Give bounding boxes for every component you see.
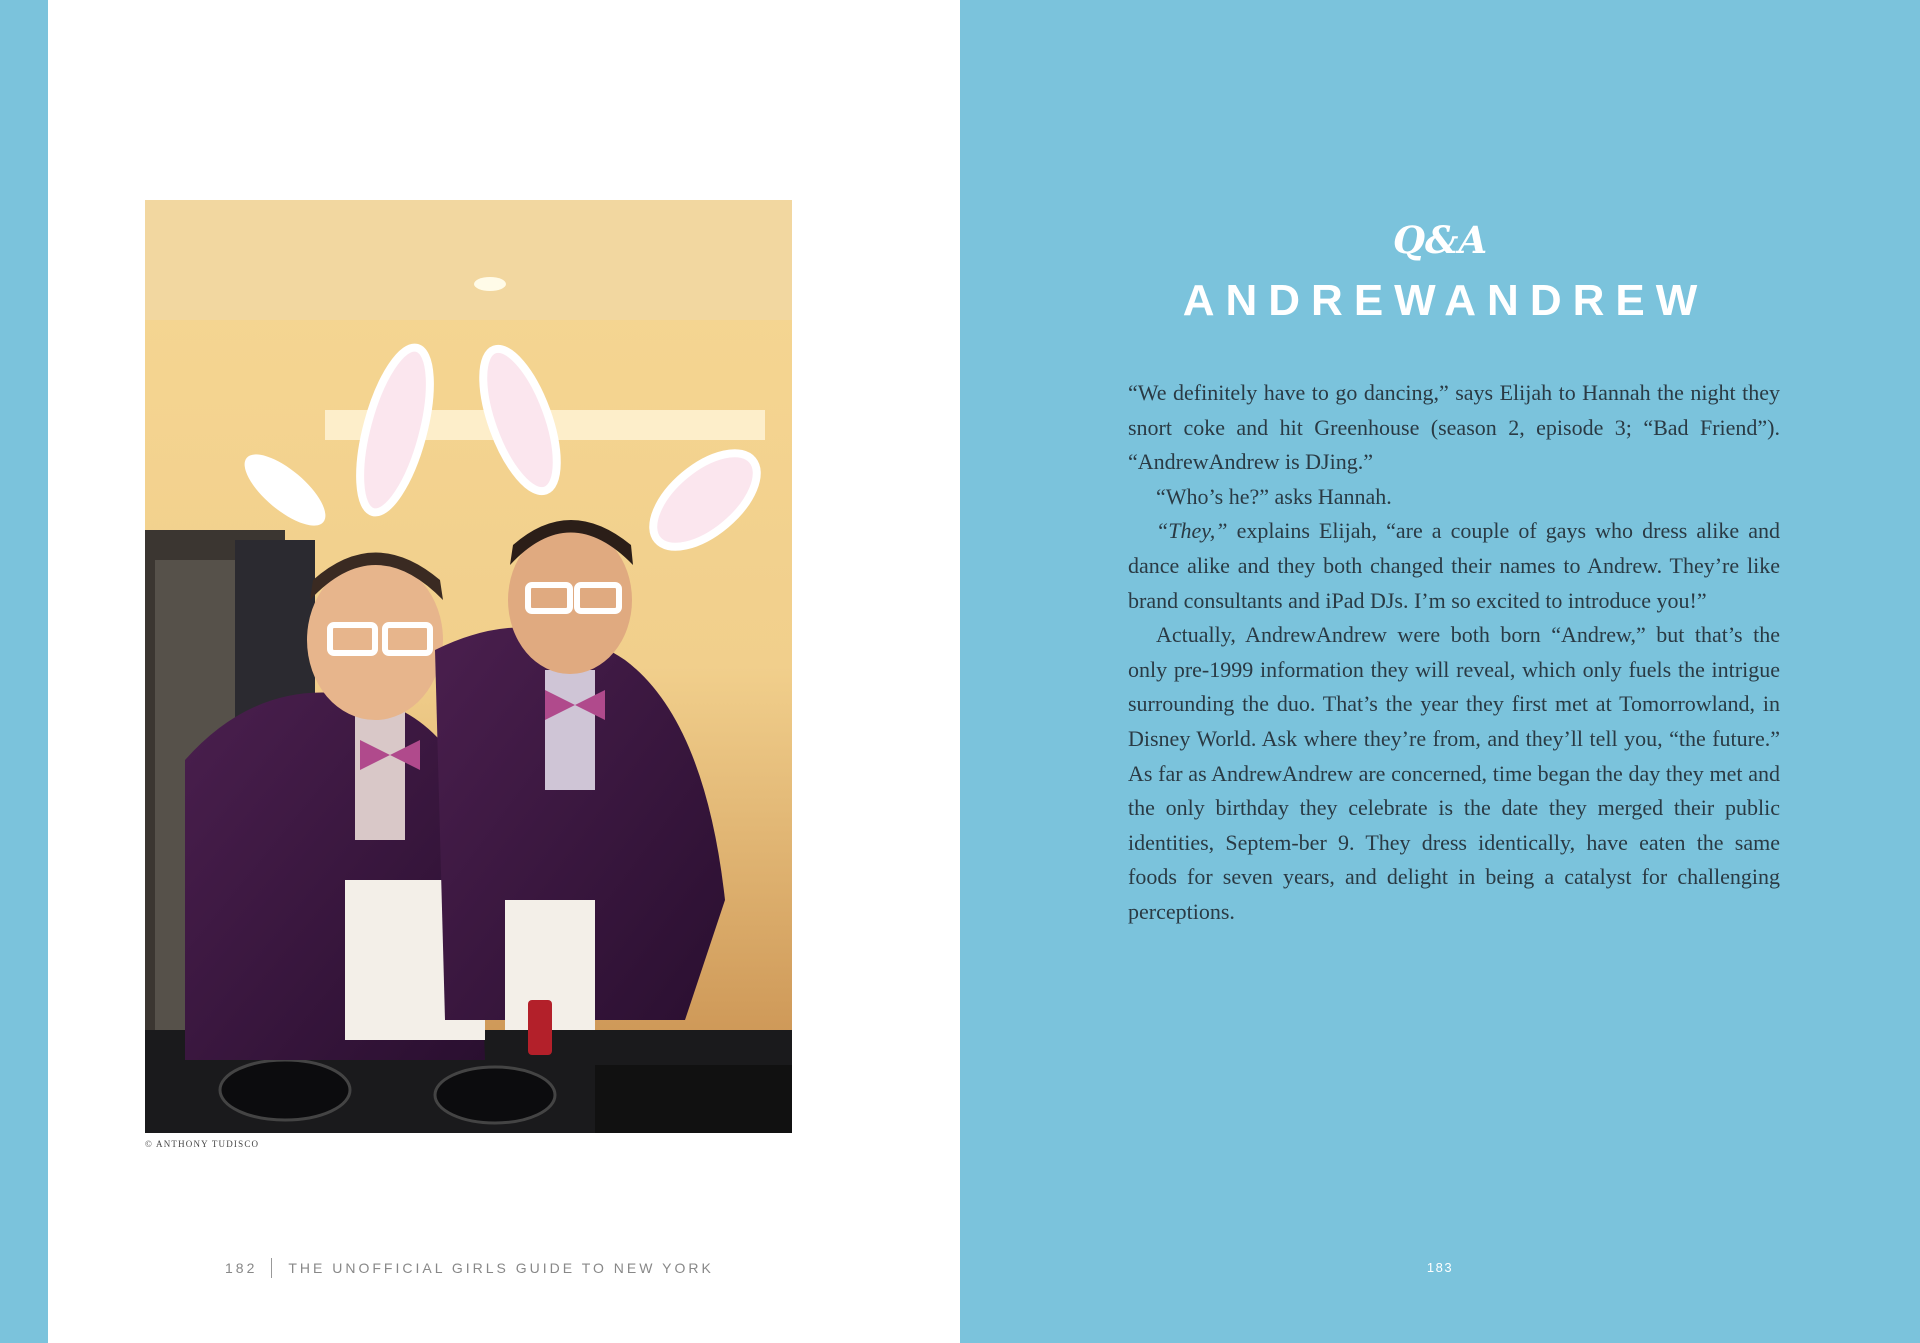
paragraph-4: Actually, AndrewAndrew were both born “Andrew,” but that’s the only pre-1999 information they will reveal, which only fuels the intrigue surrounding the duo. That’s the year they first met at Tomorrowland, in Disney World. Ask where they’re from, and they’ll tell you, “the future.” As far as AndrewAndrew are concerned, time began the day they met and the only birthday they celebrate is the date they merged their public identities, Septem-ber 9. They dress identically, have eaten the same foods for seven years, and delight in being a catalyst for challenging perceptions. — [1128, 622, 1780, 924]
left-page-number: 182 — [225, 1260, 258, 1276]
running-title: THE UNOFFICIAL GIRLS GUIDE TO NEW YORK — [288, 1260, 714, 1276]
paragraph-3-text: explains Elijah, “are a couple of gays who dress alike and dance alike and they both changed their names to Andrew. They’re like brand consultants and iPad DJs. I’m so excited to introduce you!” — [1128, 518, 1781, 613]
photo-illustration — [145, 200, 792, 1133]
paragraph-1: “We definitely have to go dancing,” says Elijah to Hannah the night they snort coke and hit Greenhouse (season 2, episode 3; “Bad Friend”). “AndrewAndrew is DJing.” — [1128, 380, 1780, 475]
left-edge-band — [0, 0, 48, 1343]
right-page — [960, 0, 1920, 1343]
left-page — [48, 0, 960, 1343]
paragraph-3 — [1128, 514, 1780, 618]
qa-kicker: Q&A — [1392, 218, 1488, 262]
article-body — [1128, 376, 1780, 930]
right-page-number: 183 — [1426, 1260, 1454, 1275]
left-page-footer — [225, 1258, 714, 1278]
article-title: ANDREWANDREW — [1182, 276, 1709, 325]
photo-twins-bunny-ears — [145, 200, 792, 1133]
italic-lead: “They,” — [1156, 518, 1228, 544]
footer-divider — [271, 1258, 272, 1278]
photo-credit: © ANTHONY TUDISCO — [145, 1139, 260, 1149]
paragraph-2: “Who’s he?” asks Hannah. — [1156, 483, 1392, 509]
